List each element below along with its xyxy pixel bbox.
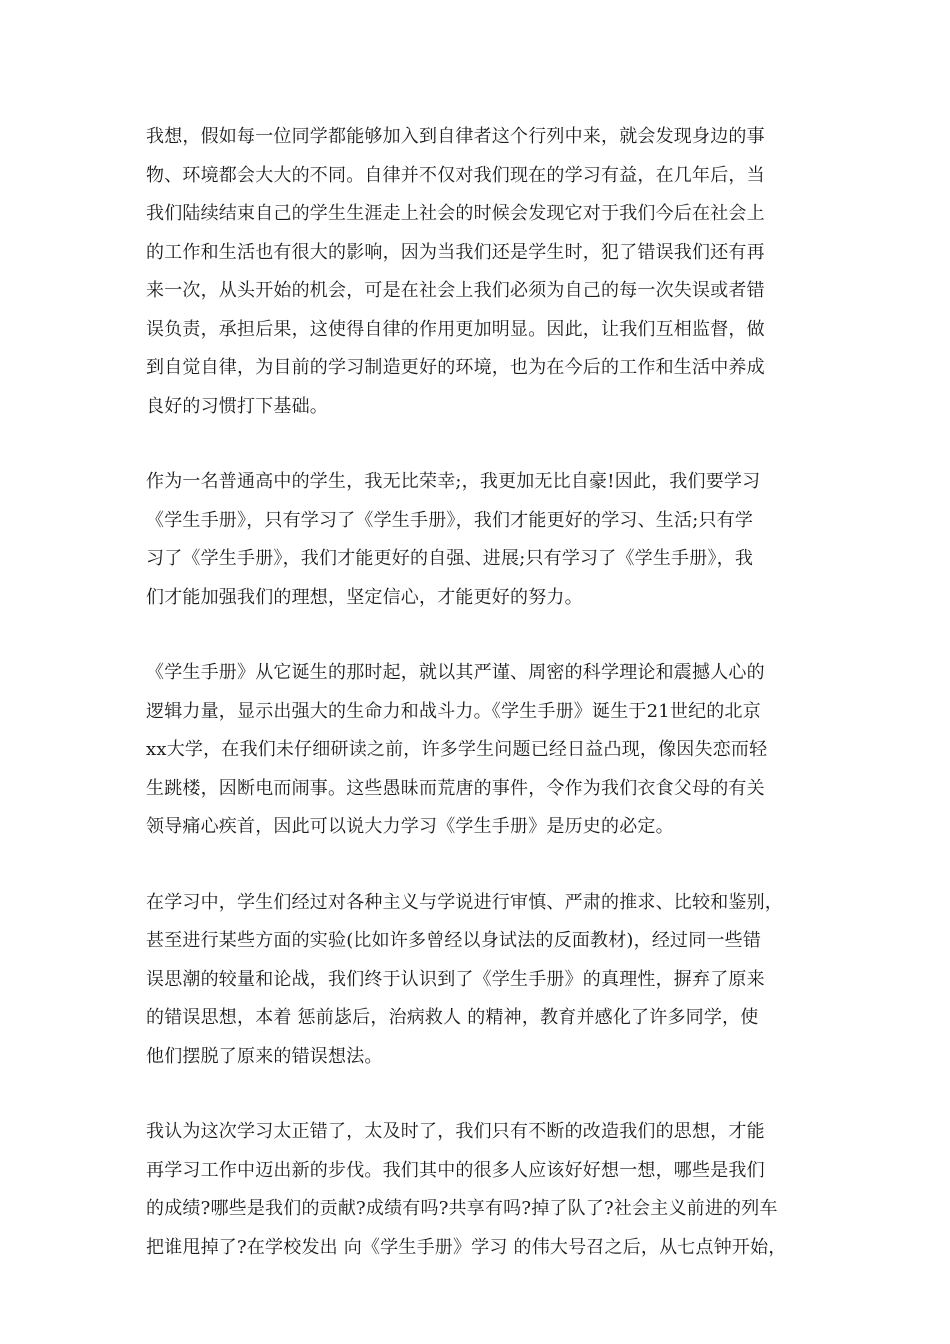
paragraph-learning-process	[146, 884, 836, 1077]
text-line: 我想，假如每一位同学都能够加入到自律者这个行列中来，就会发现身边的事	[146, 126, 765, 147]
text-line: 甚至进行某些方面的实验(比如许多曾经以身试法的反面教材)，经过同一些错	[146, 930, 762, 951]
text-line: 在学习中，学生们经过对各种主义与学说进行审慎、严肃的推求、比较和鉴别，	[146, 891, 783, 913]
text-line: 习了《学生手册》，我们才能更好的自强、进展;只有学习了《学生手册》，我	[146, 548, 754, 569]
text-line: 《学生手册》，只有学习了《学生手册》，我们才能更好的学习、生活;只有学	[146, 509, 754, 531]
text-line: 误负责，承担后果，这使得自律的作用更加明显。因此，让我们互相监督，做	[146, 318, 765, 340]
text-line: 再学习工作中迈出新的步伐。我们其中的很多人应该好好想一想，哪些是我们	[146, 1159, 765, 1181]
text-line: 我们陆续结束自己的学生生涯走上社会的时候会发现它对于我们今后在社会上	[146, 203, 765, 224]
text-line: 到自觉自律，为目前的学习制造更好的环境，也为在今后的工作和生活中养成	[146, 357, 765, 378]
text-line: 的错误思想，本着 惩前毖后，治病救人 的精神，教育并感化了许多同学，使	[146, 1007, 759, 1028]
text-line: 他们摆脱了原来的错误想法。	[146, 1045, 383, 1067]
paragraph-handbook-origin	[146, 654, 836, 847]
text-line: 良好的习惯打下基础。	[146, 395, 328, 417]
text-line: 逻辑力量，显示出强大的生命力和战斗力。《学生手册》诞生于21世纪的北京	[146, 700, 761, 722]
text-line: xx大学，在我们未仔细研读之前，许多学生问题已经日益凸现，像因失恋而轻	[146, 739, 768, 760]
paragraph-self-discipline	[146, 118, 836, 426]
text-line: 物、环境都会大大的不同。自律并不仅对我们现在的学习有益，在几年后，当	[146, 164, 765, 186]
paragraph-proud-student	[146, 463, 836, 617]
text-line: 误思潮的较量和论战，我们终于认识到了《学生手册》的真理性，摒弃了原来	[146, 968, 765, 990]
text-line: 生跳楼，因断电而闹事。这些愚昧而荒唐的事件，令作为我们衣食父母的有关	[146, 777, 765, 799]
text-line: 的成绩?哪些是我们的贡献?成绩有吗?共享有吗?掉了队了?社会主义前进的列车	[146, 1198, 778, 1219]
paragraph-conclusion	[146, 1113, 836, 1267]
text-line: 来一次，从头开始的机会，可是在社会上我们必须为自己的每一次失误或者错	[146, 280, 765, 301]
document-body	[146, 118, 836, 1304]
text-line: 我认为这次学习太正错了，太及时了，我们只有不断的改造我们的思想，才能	[146, 1121, 765, 1142]
text-line: 领导痛心疾首，因此可以说大力学习《学生手册》是历史的必定。	[146, 816, 674, 837]
text-line: 作为一名普通高中的学生，我无比荣幸;，我更加无比自豪!因此，我们要学习	[146, 471, 761, 492]
text-line: 把谁甩掉了?在学校发出 向《学生手册》学习 的伟大号召之后，从七点钟开始，	[146, 1236, 787, 1258]
text-line: 《学生手册》从它诞生的那时起，就以其严谨、周密的科学理论和震撼人心的	[146, 662, 765, 683]
text-line: 们才能加强我们的理想，坚定信心，才能更好的努力。	[146, 586, 583, 608]
text-line: 的工作和生活也有很大的影响，因为当我们还是学生时，犯了错误我们还有再	[146, 241, 765, 263]
